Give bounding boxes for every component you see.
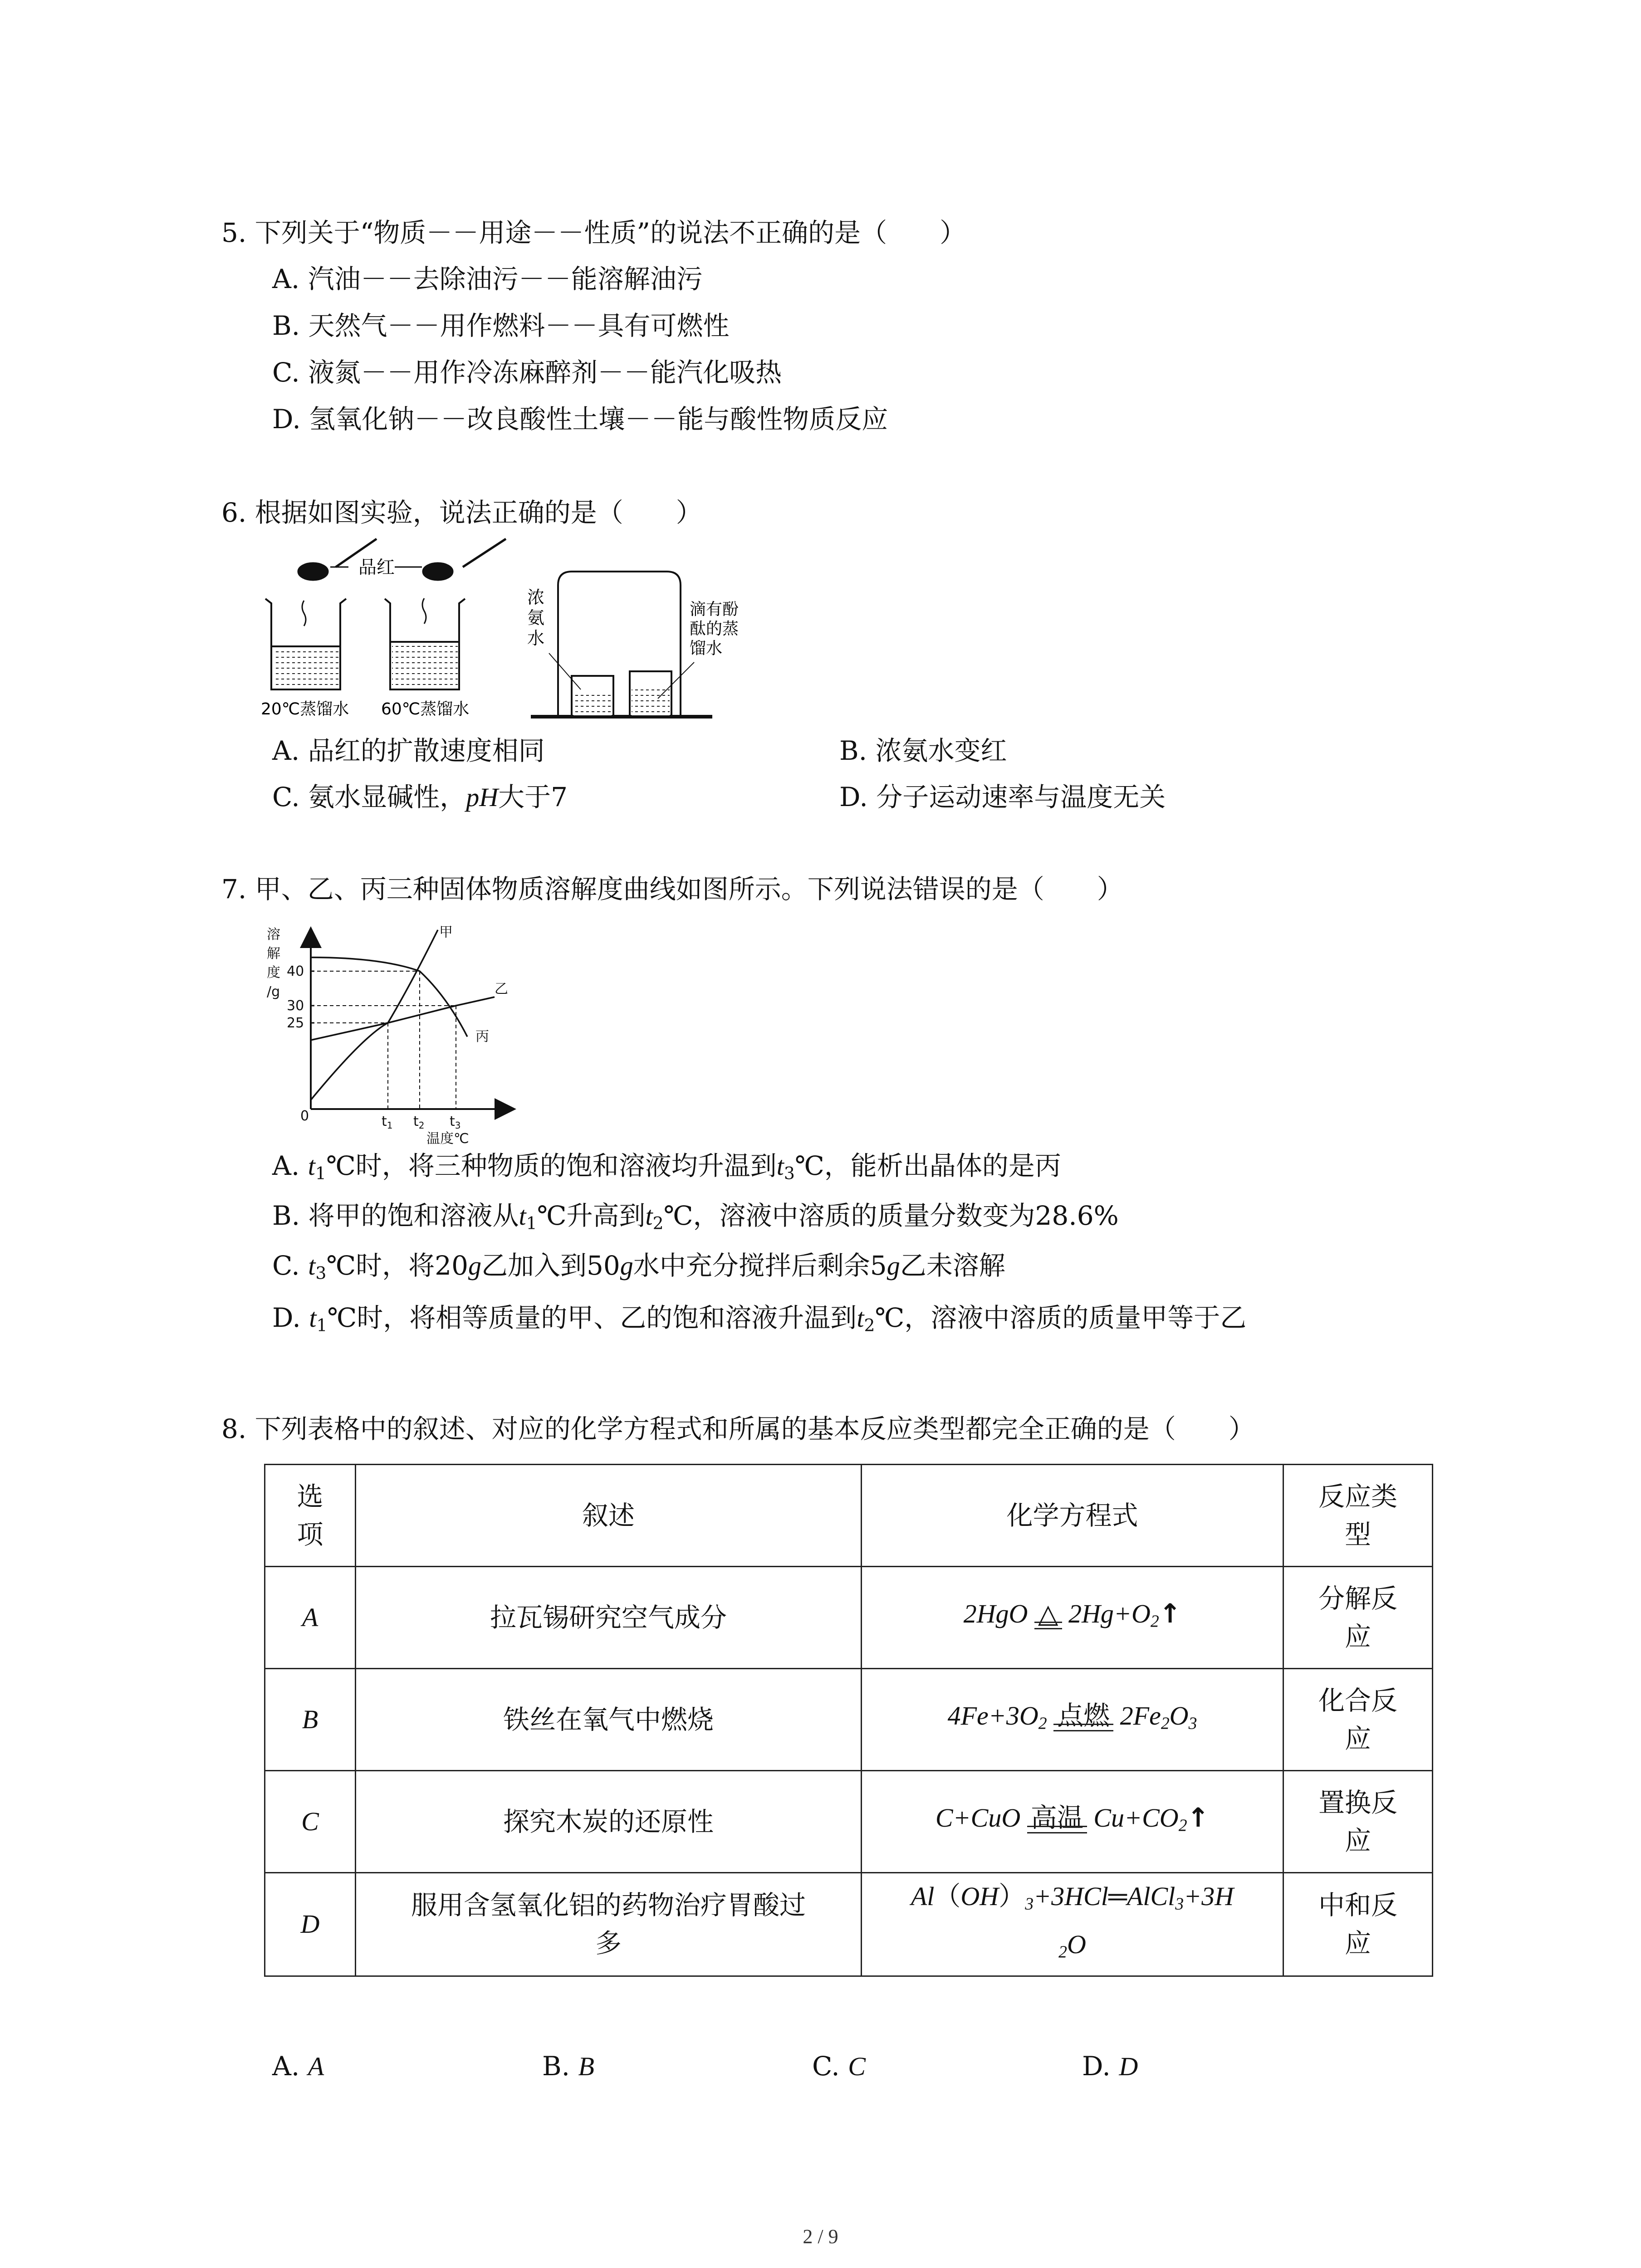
- header-option: 选 项: [265, 1465, 356, 1567]
- series-label: 乙: [495, 981, 508, 997]
- row-equation: C+CuO 高温 $Cu+CO_2↑$: [862, 1771, 1283, 1873]
- y-axis-label: 溶: [267, 927, 280, 943]
- q8-answer-a: A. A: [272, 2051, 324, 2082]
- q5-option-b: B. 天然气－－用作燃料－－具有可燃性: [272, 310, 730, 341]
- q7-stem: 7. 甲、乙、丙三种固体物质溶解度曲线如图所示。下列说法错误的是（ ）: [221, 874, 1123, 904]
- y-axis-label: /g: [267, 984, 280, 1000]
- q5-option-a: A. 汽油－－去除油污－－能溶解油污: [272, 264, 703, 294]
- series-label: 丙: [475, 1029, 489, 1045]
- row-reaction-type: 分解反 应: [1283, 1567, 1433, 1669]
- label-20c-water: 20℃蒸馏水: [261, 700, 349, 719]
- table-row: [265, 1567, 1433, 1669]
- label-ammonia: [527, 587, 544, 648]
- svg-text:氨: 氨: [527, 608, 545, 628]
- row-reaction-type: 化合反 应: [1283, 1669, 1433, 1771]
- row-reaction-type: 置换反 应: [1283, 1771, 1433, 1873]
- header-reaction-type: 反应类 型: [1283, 1465, 1433, 1567]
- q7-option-b: B. 将甲的饱和溶液从$t_1℃$升高到$t_2℃$，溶液中溶质的质量分数变为28.6%: [272, 1200, 1119, 1233]
- q6-option-b: B. 浓氨水变红: [839, 735, 1007, 766]
- series-label: 甲: [439, 924, 453, 940]
- table-row: [265, 1873, 1433, 1976]
- row-description: 探究木炭的还原性: [356, 1771, 862, 1873]
- svg-text:滴有酚: 滴有酚: [690, 600, 739, 619]
- q5-option-d: D. 氢氧化钠－－改良酸性土壤－－能与酸性物质反应: [272, 404, 888, 435]
- q6-option-d: D. 分子运动速率与温度无关: [839, 782, 1166, 812]
- row-option: B: [265, 1669, 356, 1771]
- svg-text:酞的蒸: 酞的蒸: [690, 620, 739, 638]
- x-tick-label: $t_1$: [382, 1114, 393, 1131]
- solubility-curve-chart: [259, 921, 531, 1148]
- q6-experiment-figure: [259, 535, 785, 735]
- q5-stem: 5. 下列关于“物质－－用途－－性质”的说法不正确的是（ ）: [221, 217, 966, 248]
- q7-option-a: A. $t_1℃$时，将三种物质的饱和溶液均升温到$t_3℃$，能析出晶体的是丙: [272, 1150, 1061, 1183]
- q6-stem: 6. 根据如图实验，说法正确的是（ ）: [221, 497, 702, 528]
- bell-jar: [531, 572, 712, 717]
- svg-text:水: 水: [527, 628, 545, 648]
- x-tick-label: $t_2$: [413, 1114, 425, 1131]
- header-description: 叙述: [356, 1465, 862, 1567]
- q8-answer-c: C. C: [812, 2051, 866, 2082]
- row-equation: $4Fe+3O_2$ 点燃 $2Fe_2O_3$: [862, 1669, 1283, 1771]
- table-row: [265, 1771, 1433, 1873]
- q6-option-a: A. 品红的扩散速度相同: [272, 735, 545, 766]
- svg-text:浓: 浓: [527, 587, 545, 607]
- row-reaction-type: 中和反 应: [1283, 1873, 1433, 1976]
- q5-option-c: C. 液氮－－用作冷冻麻醉剂－－能汽化吸热: [272, 357, 782, 388]
- spoon-right-icon: [423, 539, 506, 580]
- row-description: 服用含氢氧化铝的药物治疗胃酸过 多: [356, 1873, 862, 1976]
- label-pinhong: 品红: [358, 557, 395, 578]
- q7-option-c: C. $t_3℃$时，将20g乙加入到50g水中充分搅拌后剩余5g乙未溶解: [272, 1250, 1005, 1283]
- y-tick-label: 25: [287, 1015, 304, 1031]
- label-60c-water: 60℃蒸馏水: [381, 700, 470, 719]
- row-option: A: [265, 1567, 356, 1669]
- x-tick-label: $t_3$: [450, 1114, 461, 1131]
- table-row: [265, 1669, 1433, 1771]
- row-description: 铁丝在氧气中燃烧: [356, 1669, 862, 1771]
- svg-text:馏水: 馏水: [690, 639, 723, 658]
- origin-label: 0: [300, 1108, 309, 1124]
- row-option: D: [265, 1873, 356, 1976]
- curve-bing: [311, 958, 467, 1037]
- row-description: 拉瓦锡研究空气成分: [356, 1567, 862, 1669]
- row-option: C: [265, 1771, 356, 1873]
- q8-table: [264, 1464, 1433, 1977]
- q7-option-d: D. $t_1℃$时，将相等质量的甲、乙的饱和溶液升温到$t_2℃$，溶液中溶质的质量甲等于乙: [272, 1302, 1247, 1335]
- y-tick-label: 30: [287, 998, 304, 1014]
- y-axis-label: 度: [267, 965, 280, 981]
- y-axis-label: 解: [267, 946, 280, 962]
- curve-yi: [311, 997, 495, 1040]
- q8-answer-d: D. D: [1082, 2051, 1138, 2082]
- x-axis-label: 温度℃: [426, 1131, 469, 1147]
- page-number: 2 / 9: [803, 2225, 838, 2248]
- row-equation: $Al(OH)_3+3HCl═AlCl_3+3H$ $_2$O: [862, 1873, 1283, 1976]
- q8-answer-b: B. B: [542, 2051, 594, 2082]
- row-equation: 2HgO △ $2Hg+O_2↑$: [862, 1567, 1283, 1669]
- y-tick-label: 40: [287, 963, 304, 979]
- header-equation: 化学方程式: [862, 1465, 1283, 1567]
- table-header-row: [265, 1465, 1433, 1567]
- q8-stem: 8. 下列表格中的叙述、对应的化学方程式和所属的基本反应类型都完全正确的是（ ）: [221, 1413, 1255, 1444]
- q6-option-c: C. 氨水显碱性，pH大于7: [272, 782, 568, 812]
- label-phenolphthalein-water: [690, 600, 739, 658]
